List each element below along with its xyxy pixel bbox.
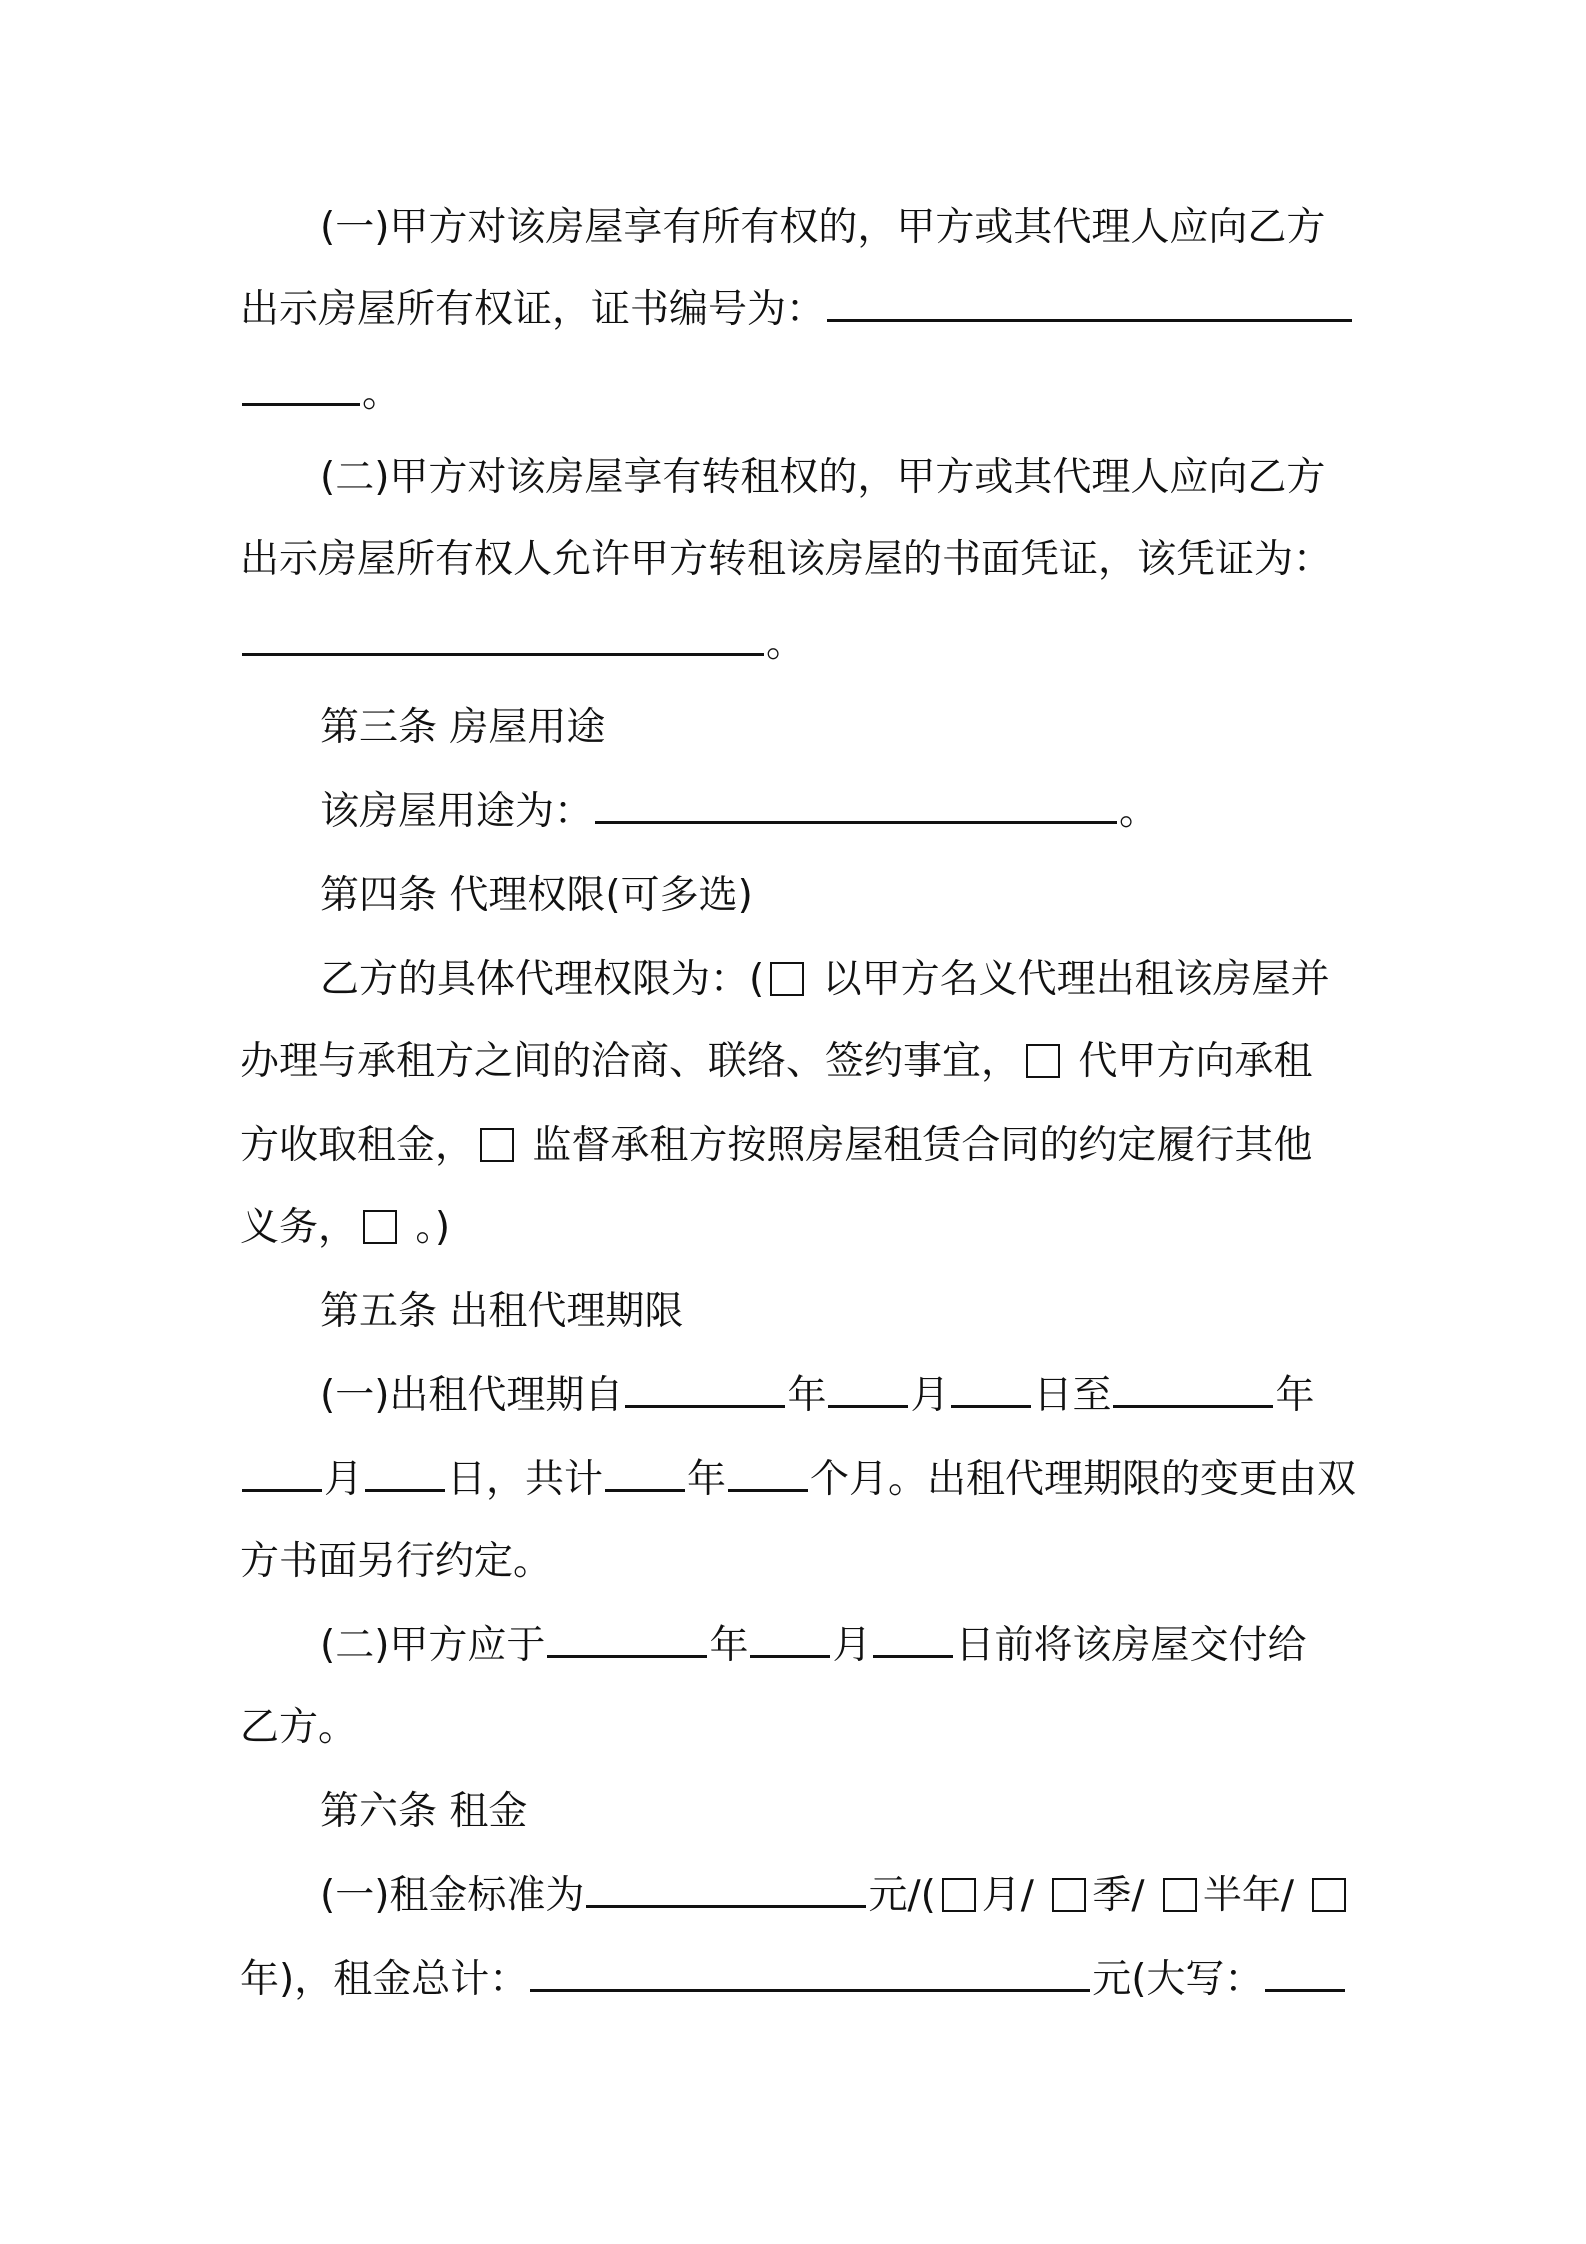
article-5-line-3: 方书面另行约定。 — [240, 1539, 553, 1584]
certificate-number-blank-continued[interactable] — [242, 365, 360, 406]
clause-2-line-1: (二)甲方对该房屋享有转租权的，甲方或其代理人应向乙方 — [320, 455, 1326, 500]
article-4-line-1: 乙方的具体代理权限为：( 以甲方名义代理出租该房屋并 — [320, 957, 1330, 1002]
checkbox-half-year[interactable] — [1163, 1878, 1197, 1912]
checkbox-quarterly[interactable] — [1052, 1878, 1086, 1912]
rent-total-capital-blank[interactable] — [1265, 1951, 1345, 1992]
end-year-blank[interactable] — [1113, 1367, 1273, 1408]
voucher-blank[interactable] — [242, 615, 764, 656]
certificate-number-blank[interactable] — [827, 281, 1352, 322]
rent-standard-blank[interactable] — [586, 1867, 866, 1908]
handover-year-blank[interactable] — [547, 1617, 707, 1658]
article-4-title: 第四条 代理权限(可多选) — [320, 873, 753, 918]
rent-total-blank[interactable] — [530, 1951, 1090, 1992]
handover-day-blank[interactable] — [873, 1617, 953, 1658]
total-years-blank[interactable] — [605, 1451, 685, 1492]
article-5-2-line-1: (二)甲方应于 年 月 日前将该房屋交付给 — [320, 1616, 1440, 1676]
start-month-blank[interactable] — [828, 1367, 908, 1408]
total-months-blank[interactable] — [728, 1451, 808, 1492]
clause-1-line-3: 。 — [240, 364, 1360, 424]
clause-1-line-2: 出示房屋所有权证，证书编号为： — [240, 280, 1360, 340]
article-5-title: 第五条 出租代理期限 — [320, 1289, 684, 1334]
article-5-line-1: (一)出租代理期自 年 月 日至 年 — [320, 1366, 1440, 1426]
checkbox-supervise-tenant[interactable] — [480, 1128, 514, 1162]
end-day-blank[interactable] — [365, 1451, 445, 1492]
clause-2-line-3: 。 — [240, 614, 1360, 674]
end-month-blank[interactable] — [242, 1451, 322, 1492]
checkbox-monthly[interactable] — [942, 1878, 976, 1912]
house-use-blank[interactable] — [595, 783, 1117, 824]
checkbox-collect-rent[interactable] — [1026, 1044, 1060, 1078]
article-5-line-2: 月 日，共计 年 个月。出租代理期限的变更由双 — [240, 1450, 1360, 1510]
clause-2-line-2: 出示房屋所有权人允许甲方转租该房屋的书面凭证，该凭证为： — [240, 537, 1333, 582]
article-6-line-1: (一)租金标准为 元/( 月/ 季/ 半年/ — [320, 1866, 1440, 1926]
start-day-blank[interactable] — [951, 1367, 1031, 1408]
article-6-title: 第六条 租金 — [320, 1789, 528, 1834]
article-4-line-3: 方收取租金， 监督承租方按照房屋租赁合同的约定履行其他 — [240, 1123, 1313, 1168]
article-3-use: 该房屋用途为： 。 — [320, 782, 1440, 842]
article-6-line-2: 年)，租金总计： 元(大写： — [240, 1950, 1360, 2010]
checkbox-lease-on-behalf[interactable] — [770, 962, 804, 996]
checkbox-other[interactable] — [363, 1210, 397, 1244]
clause-1-line-1: (一)甲方对该房屋享有所有权的，甲方或其代理人应向乙方 — [320, 205, 1326, 250]
article-3-title: 第三条 房屋用途 — [320, 705, 606, 750]
start-year-blank[interactable] — [625, 1367, 785, 1408]
article-4-line-2: 办理与承租方之间的洽商、联络、签约事宜， 代甲方向承租 — [240, 1039, 1313, 1084]
article-4-line-4: 义务， 。) — [240, 1205, 451, 1250]
handover-month-blank[interactable] — [750, 1617, 830, 1658]
article-5-2-line-2: 乙方。 — [240, 1705, 358, 1750]
checkbox-yearly[interactable] — [1312, 1878, 1346, 1912]
